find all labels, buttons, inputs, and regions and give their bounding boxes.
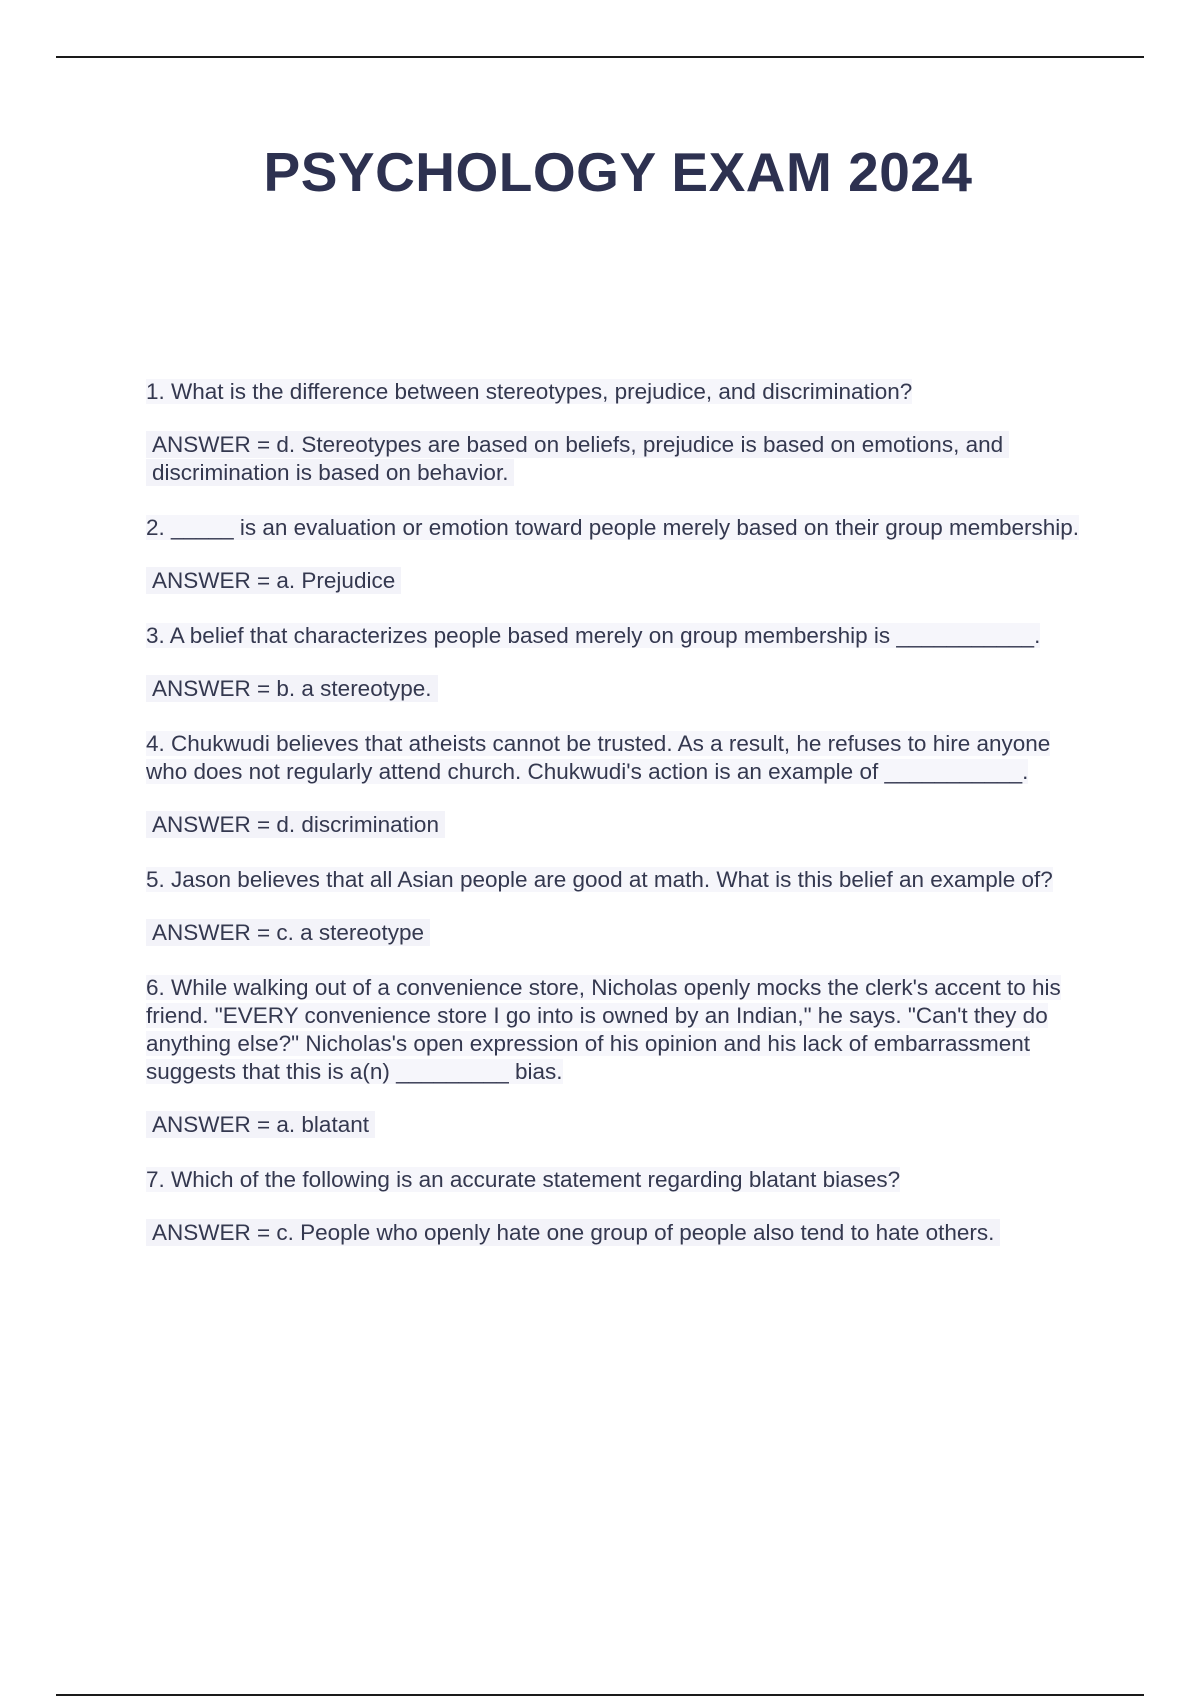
answer-text: ANSWER = d. Stereotypes are based on beliefs, prejudice is based on emotions, and discrimination is based on behavior. (146, 431, 1009, 486)
question-text: 3. A belief that characterizes people based merely on group membership is ___________. (146, 623, 1041, 648)
question-item (146, 1166, 1086, 1247)
answer-text: ANSWER = b. a stereotype. (146, 675, 438, 702)
bottom-rule (56, 1694, 1144, 1696)
top-rule (56, 56, 1144, 58)
question-item (146, 514, 1086, 595)
answer-text: ANSWER = d. discrimination (146, 811, 445, 838)
question-list (146, 378, 1086, 1274)
answer-text: ANSWER = c. People who openly hate one group of people also tend to hate others. (146, 1219, 1000, 1246)
answer-text: ANSWER = a. blatant (146, 1111, 375, 1138)
page-title: PSYCHOLOGY EXAM 2024 (263, 141, 973, 203)
question-item (146, 730, 1086, 839)
question-item (146, 378, 1086, 487)
question-text: 7. Which of the following is an accurate statement regarding blatant biases? (146, 1167, 901, 1192)
question-item (146, 974, 1086, 1139)
question-text: 1. What is the difference between stereotypes, prejudice, and discrimination? (146, 379, 913, 404)
question-text: 6. While walking out of a convenience store, Nicholas openly mocks the clerk's accent to his friend. "EVERY convenience store I go into is owned by an Indian," he says. "Can't they do anything else?" Nicholas's open expression of his opinion and his lack of embarrassment suggests that this is a(n) _________ bias. (146, 975, 1061, 1084)
answer-text: ANSWER = a. Prejudice (146, 567, 401, 594)
question-text: 5. Jason believes that all Asian people are good at math. What is this belief an example of? (146, 867, 1053, 892)
question-item (146, 866, 1086, 947)
question-text: 4. Chukwudi believes that atheists cannot be trusted. As a result, he refuses to hire anyone who does not regularly attend church. Chukwudi's action is an example of ___________. (146, 731, 1051, 784)
question-item (146, 622, 1086, 703)
question-text: 2. _____ is an evaluation or emotion toward people merely based on their group membership. (146, 515, 1080, 540)
answer-text: ANSWER = c. a stereotype (146, 919, 430, 946)
